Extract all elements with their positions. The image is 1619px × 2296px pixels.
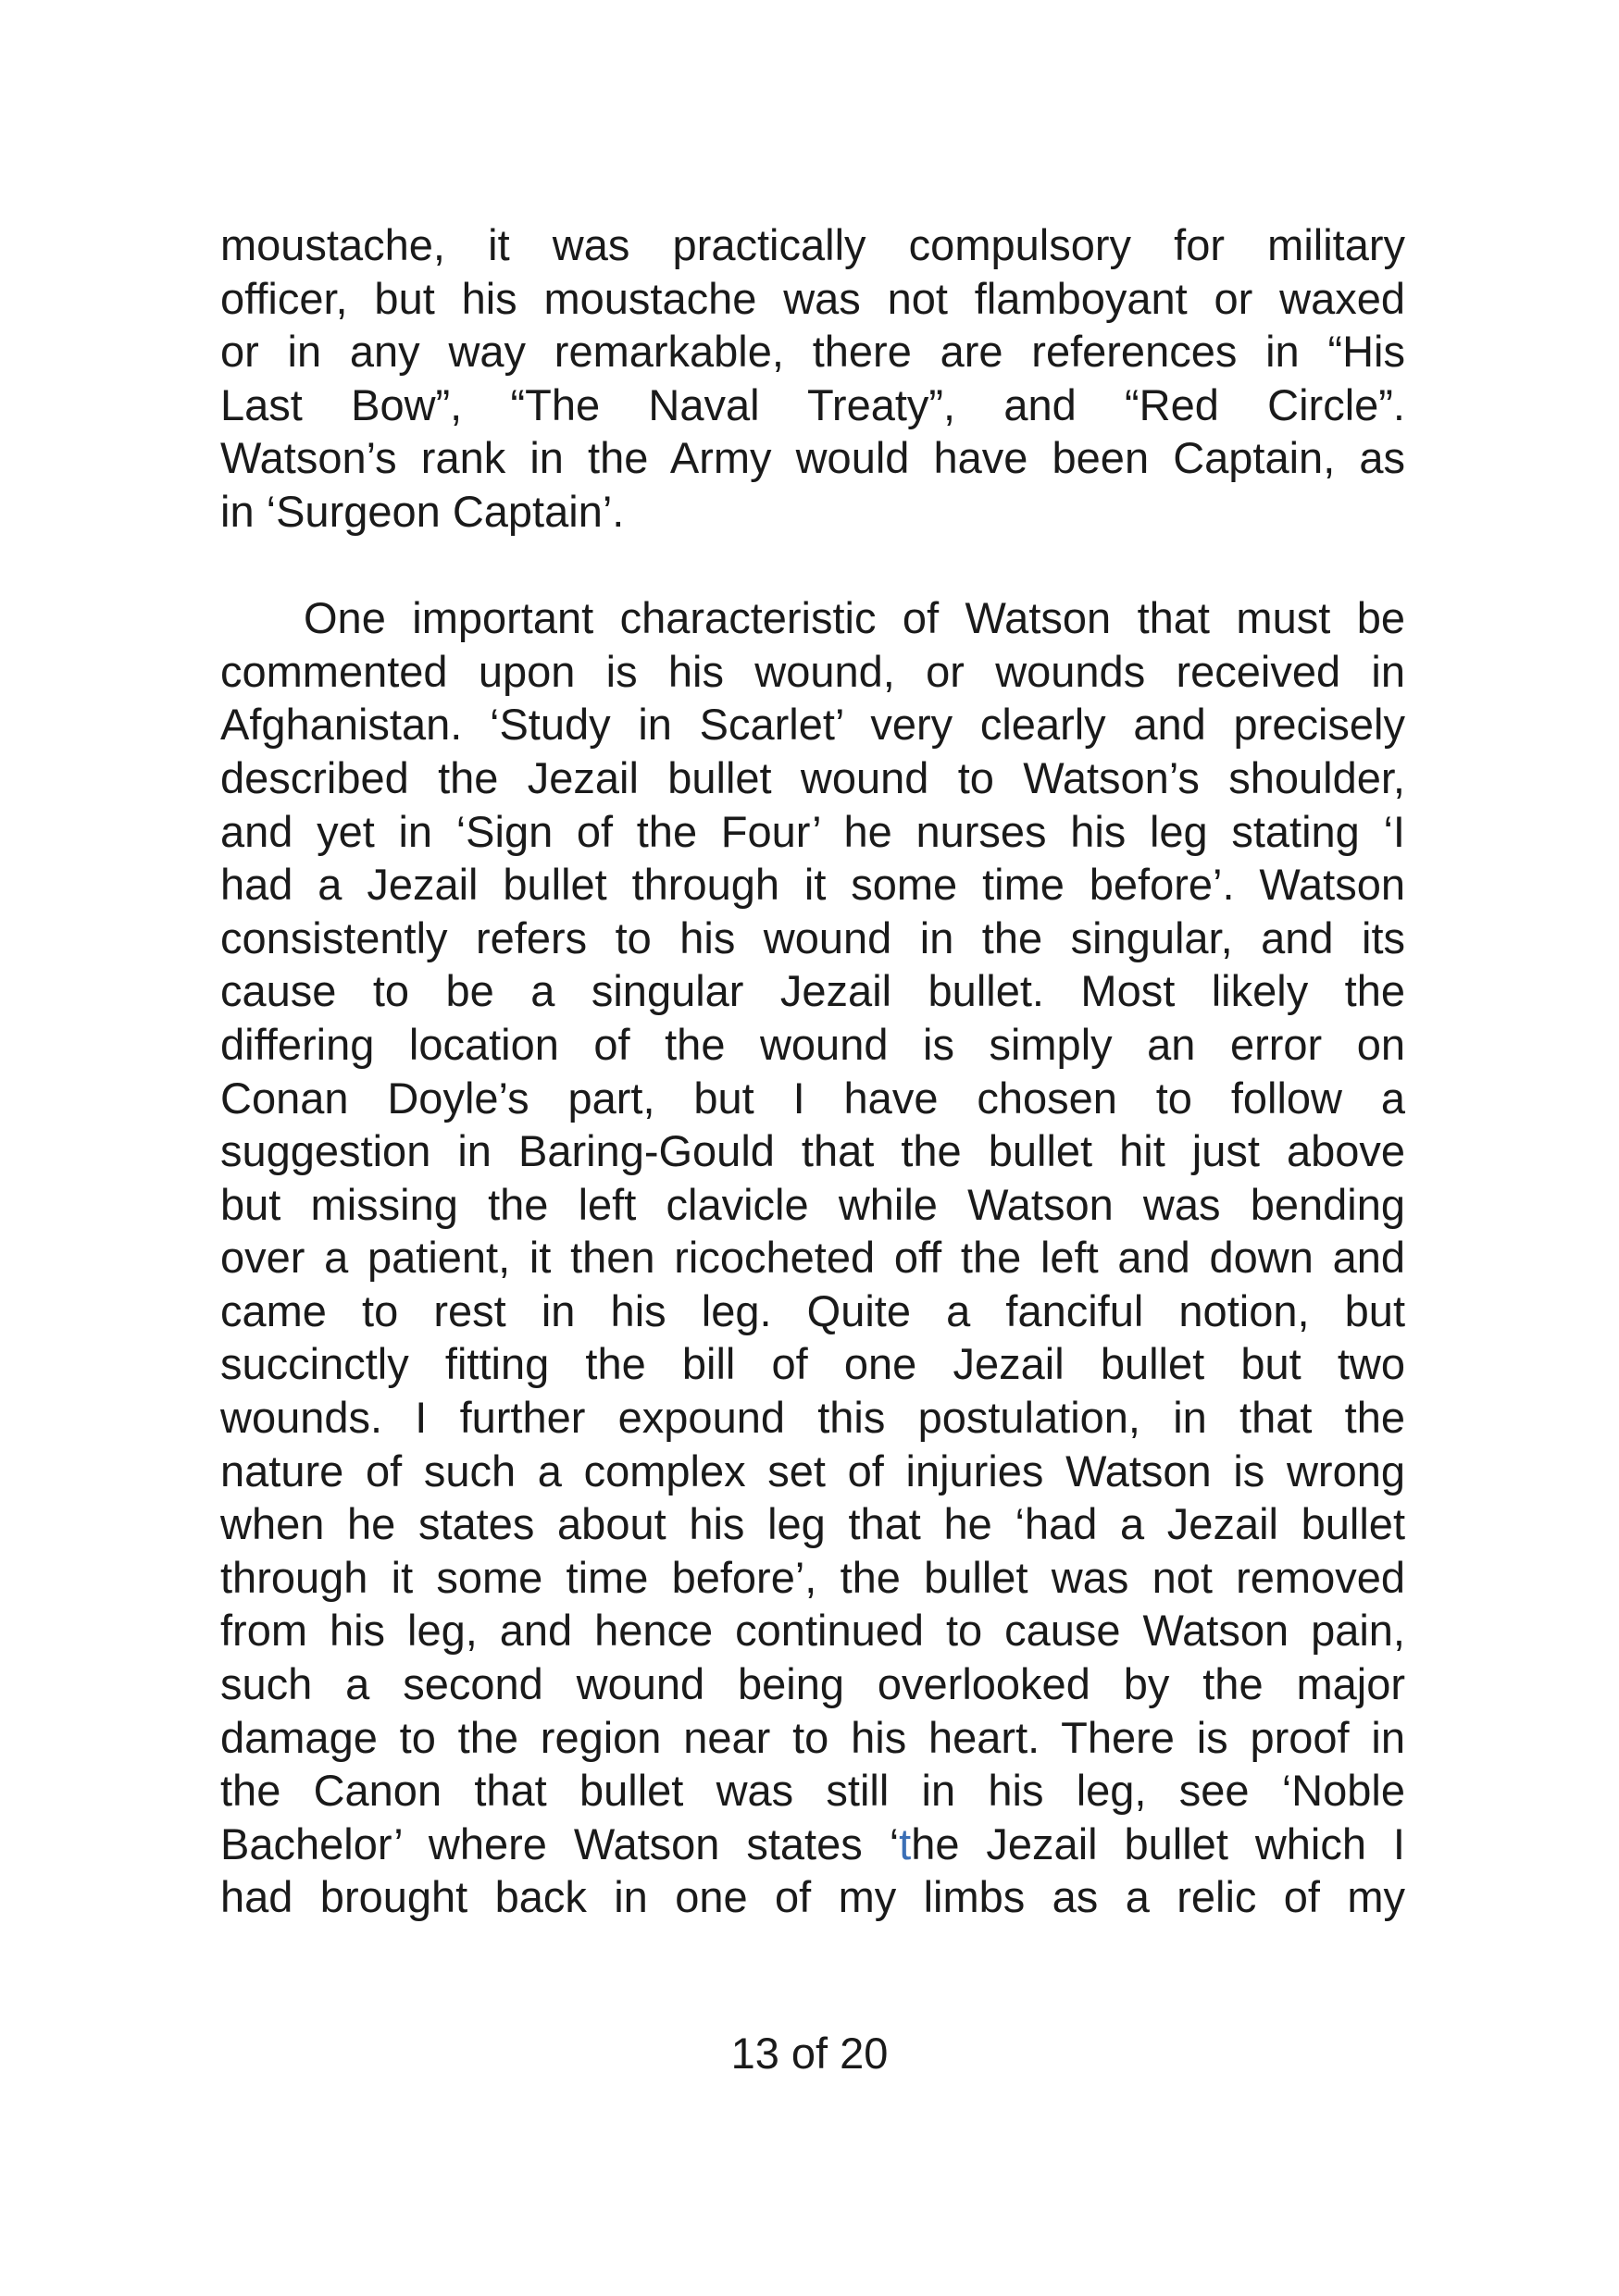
paragraph-2-line: nature of such a complex set of injuries Watson is wrong xyxy=(220,1446,1405,1496)
paragraph-2-line: the Canon that bullet was still in his leg, see ‘Noble xyxy=(220,1766,1405,1816)
paragraph-2-line: such a second wound being overlooked by the major xyxy=(220,1659,1405,1709)
paragraph-2-line: had brought back in one of my limbs as a relic of my xyxy=(220,1872,1405,1922)
paragraph-1-line: or in any way remarkable, there are references in “His xyxy=(220,327,1405,377)
paragraph-2-line: Conan Doyle’s part, but I have chosen to follow a xyxy=(220,1073,1405,1123)
paragraph-2-line-text: One important characteristic of Watson that must be xyxy=(304,593,1405,643)
paragraph-1-line: Last Bow”, “The Naval Treaty”, and “Red Circle”. xyxy=(220,379,1405,429)
paragraph-2-line: wounds. I further expound this postulation, in that the xyxy=(220,1393,1405,1443)
line-text-before: Bachelor’ where Watson states ‘ xyxy=(220,1818,900,1868)
paragraph-2-line: succinctly fitting the bill of one Jezail bullet but two xyxy=(220,1339,1405,1389)
paragraph-2-line: commented upon is his wound, or wounds received in xyxy=(220,646,1405,696)
paragraph-2-first-line xyxy=(220,591,1405,645)
paragraph-2-line: over a patient, it then ricocheted off the left and down and xyxy=(220,1233,1405,1283)
paragraph-2-line: had a Jezail bullet through it some time before’. Watson xyxy=(220,860,1405,910)
highlighted-character: t xyxy=(899,1818,912,1868)
paragraph-2-line: cause to be a singular Jezail bullet. Most likely the xyxy=(220,966,1405,1016)
paragraph-2-line-with-highlight xyxy=(220,1818,1405,1871)
paragraph-2-line: differing location of the wound is simply an error on xyxy=(220,1019,1405,1069)
body-text xyxy=(220,218,1405,1924)
paragraph-1-line: officer, but his moustache was not flamboyant or waxed xyxy=(220,273,1405,323)
paragraph-2-line: consistently refers to his wound in the singular, and its xyxy=(220,912,1405,962)
paragraph-1-line: Watson’s rank in the Army would have been Captain, as xyxy=(220,433,1405,483)
line-text-after: he Jezail bullet which I xyxy=(911,1818,1405,1868)
paragraph-2-line: and yet in ‘Sign of the Four’ he nurses his leg stating ‘I xyxy=(220,806,1405,856)
paragraph-2-line: from his leg, and hence continued to cause Watson pain, xyxy=(220,1606,1405,1656)
paragraph-2-line: described the Jezail bullet wound to Watson’s shoulder, xyxy=(220,752,1405,802)
paragraph-1-line: in ‘Surgeon Captain’. xyxy=(220,486,625,536)
page-number: 13 of 20 xyxy=(730,2029,889,2078)
paragraph-2-line: suggestion in Baring-Gould that the bullet hit just above xyxy=(220,1126,1405,1176)
paragraph-2-line: through it some time before’, the bullet was not removed xyxy=(220,1552,1405,1602)
paragraph-2-line: when he states about his leg that he ‘had a Jezail bullet xyxy=(220,1499,1405,1549)
paragraph-2-line: damage to the region near to his heart. There is proof in xyxy=(220,1712,1405,1762)
paragraph-2-line: Afghanistan. ‘Study in Scarlet’ very clearly and precisely xyxy=(220,700,1405,750)
paragraph-gap xyxy=(220,539,1405,592)
paragraph-2-line: came to rest in his leg. Quite a fanciful notion, but xyxy=(220,1285,1405,1335)
paragraph-2-line: but missing the left clavicle while Watson was bending xyxy=(220,1179,1405,1229)
paragraph-1-line: moustache, it was practically compulsory for military xyxy=(220,220,1405,269)
